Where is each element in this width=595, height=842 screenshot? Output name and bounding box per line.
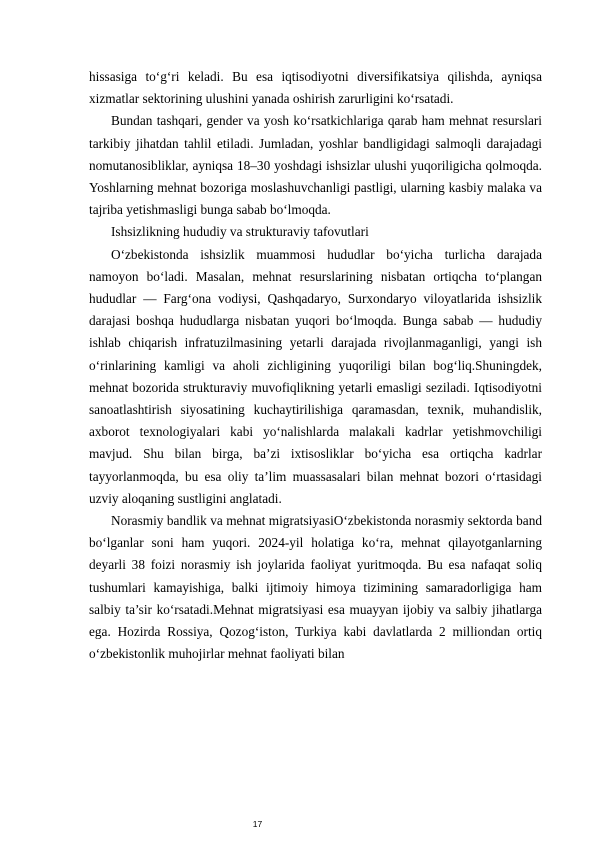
paragraph-continuation: hissasiga to‘g‘ri keladi. Bu esa iqtisodiyotni diversifikatsiya qilishda, ayniqsa xizmatlar sektorining ulushini yanada oshirish zarurligini ko‘rsatadi. — [89, 69, 542, 107]
paragraph-demographics: Bundan tashqari, gender va yosh ko‘rsatkichlariga qarab ham mehnat resurslari tarkibiy jihatdan tahlil etiladi. Jumladan, yoshlar bandligidagi salmoqli darajadagi nomutanosibliklar, ayniqsa 18–30 yoshdagi ishsizlar ulushi yuqoriligicha qolmoqda. Yoshlarning mehnat bozoriga moslashuvchanligi pastligi, ularning kasbiy malaka va tajriba yetishmasligi bunga sabab bo‘lmoqda. — [89, 113, 542, 218]
section-heading: Ishsizlikning hududiy va strukturaviy tafovutlari — [111, 224, 369, 240]
body-text — [89, 66, 542, 665]
page-number: 17 — [252, 819, 263, 829]
paragraph-regional-unemployment: O‘zbekistonda ishsizlik muammosi hududlar bo‘yicha turlicha darajada namoyon bo‘ladi. Masalan, mehnat resurslarining nisbatan ortiqcha to‘plangan hududlar — Farg‘ona vodiysi, Qashqadaryo, Surxondaryo viloyatlarida ishsizlik darajasi boshqa hududlarga nisbatan yuqori bo‘lmoqda. Bunga sabab — hududiy ishlab chiqarish infratuzilmasining yetarli darajada rivojlanmaganligi, yangi ish o‘rinlarining kamligi va aholi zichligining yuqoriligi bilan bog‘liq.Shuningdek, mehnat bozorida strukturaviy muvofiqlikning yetarli emasligi seziladi. Iqtisodiyotni sanoatlashtirish siyosatining kuchaytirilishiga qaramasdan, texnik, muhandislik, axborot texnologiyalari kabi yo‘nalishlarda malakali kadrlar yetishmovchiligi mavjud. Shu bilan birga, ba’zi ixtisosliklar bo‘yicha esa ortiqcha kadrlar tayyorlanmoqda, bu esa oliy ta’lim muassasalari bilan mehnat bozori o‘rtasidagi uzviy aloqaning sustligini anglatadi. — [89, 246, 542, 506]
paragraph-informal-employment: Norasmiy bandlik va mehnat migratsiyasiO‘zbekistonda norasmiy sektorda band bo‘lganlar soni ham yuqori. 2024-yil holatiga ko‘ra, mehnat qilayotganlarning deyarli 38 foizi norasmiy ish joylarida faoliyat yuritmoqda. Bu esa nafaqat soliq tushumlari kamayishiga, balki ijtimoiy himoya tizimining samaradorligiga ham salbiy ta’sir ko‘rsatadi.Mehnat migratsiyasi esa muayyan ijobiy va salbiy jihatlarga ega. Hozirda Rossiya, Qozog‘iston, Turkiya kabi davlatlarda 2 milliondan ortiq o‘zbekistonlik muhojirlar mehnat faoliyati bilan — [89, 513, 542, 662]
